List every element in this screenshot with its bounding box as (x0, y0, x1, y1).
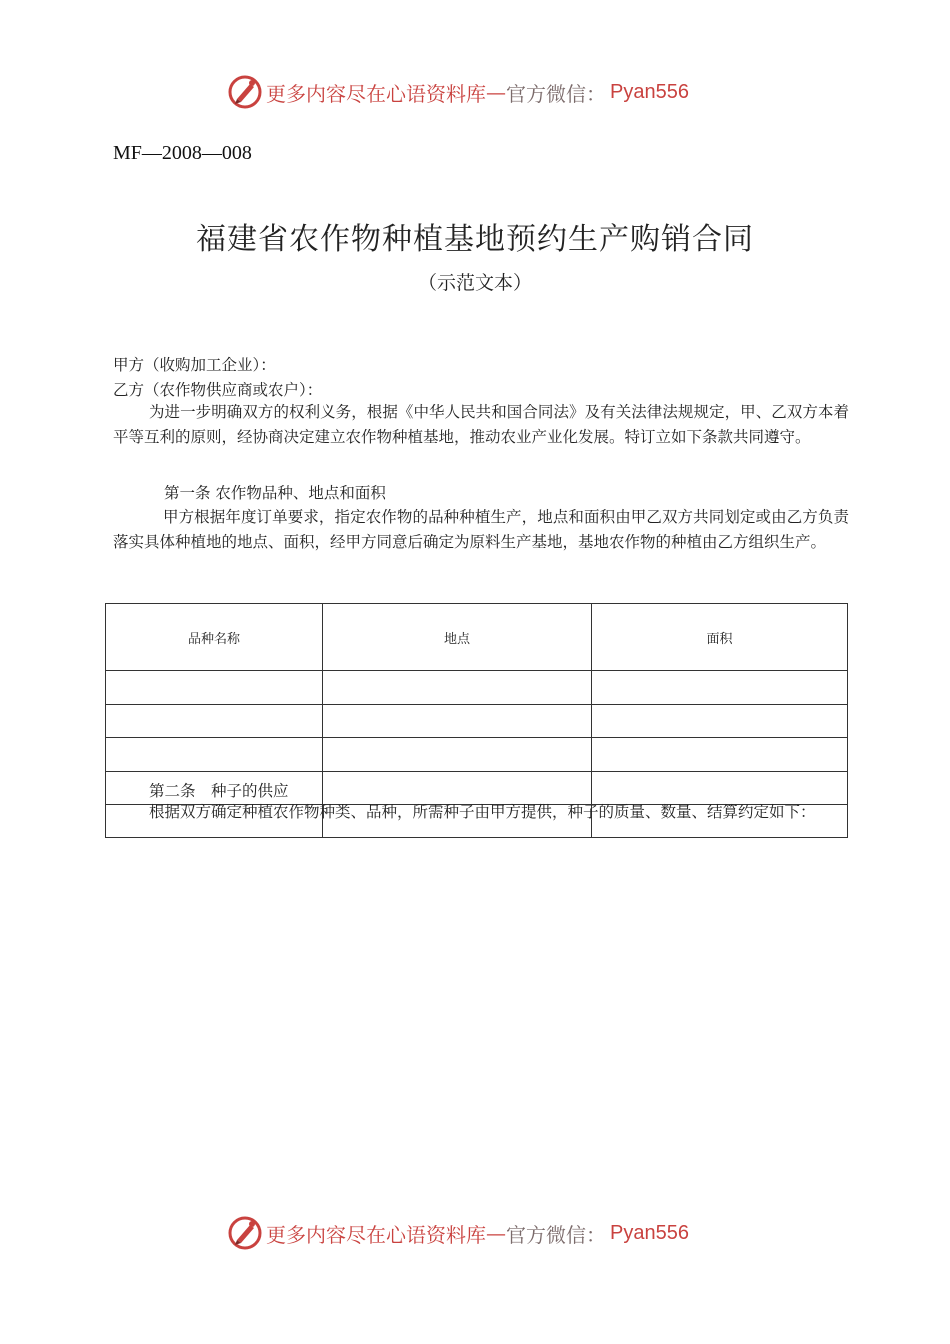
watermark-dash: — (486, 1221, 506, 1245)
party-b-line: 乙方（农作物供应商或农户）： (113, 381, 323, 399)
watermark-banner-bottom (228, 1215, 748, 1251)
table-cell[interactable] (323, 705, 592, 738)
watermark-banner-top (228, 74, 748, 110)
party-a-line: 甲方（收购加工企业）： (113, 356, 276, 374)
document-subtitle: （示范文本） (417, 272, 532, 294)
article-2-body: 根据双方确定种植农作物种类、品种，所需种子由甲方提供，种子的质量、数量、结算约定如下： (149, 803, 816, 821)
watermark-dash: — (486, 80, 506, 104)
document-code: MF—2008—008 (113, 142, 252, 164)
table-cell[interactable] (106, 738, 323, 772)
table-row (106, 738, 848, 772)
watermark-wechat-id: Pyan556 (610, 1221, 689, 1244)
table-cell[interactable] (592, 705, 848, 738)
article-1-body: 甲方根据年度订单要求，指定农作物的品种种植生产，地点和面积由甲乙双方共同划定或由乙方负责落实具体种植地的地点、面积，经甲方同意后确定为原料生产基地，基地农作物的种植由乙方组织生产。 (113, 508, 849, 551)
watermark-slogan: 更多内容尽在心语资料库 (266, 81, 486, 106)
watermark-wechat-id: Pyan556 (610, 80, 689, 103)
header-variety: 品种名称 (106, 604, 323, 671)
watermark-slogan: 更多内容尽在心语资料库 (266, 1222, 486, 1247)
watermark-wechat-label: 官方微信： (506, 1222, 606, 1247)
header-area: 面积 (592, 604, 848, 671)
watermark-wechat-label: 官方微信： (506, 81, 606, 106)
pen-logo-icon (228, 75, 262, 109)
table-cell[interactable] (106, 705, 323, 738)
document-title: 福建省农作物种植基地预约生产购销合同 (196, 222, 754, 257)
table-row (106, 671, 848, 705)
article-2-heading: 第二条 种子的供应 (149, 782, 289, 800)
intro-paragraph: 为进一步明确双方的权利义务，根据《中华人民共和国合同法》及有关法律法规规定，甲、乙双方本着平等互利的原则，经协商决定建立农作物种植基地，推动农业产业化发展。特订立如下条款共同遵守。 (113, 403, 849, 446)
table-header-row (106, 604, 848, 671)
article-1-heading: 第一条 农作物品种、地点和面积 (164, 484, 386, 502)
table-cell[interactable] (106, 671, 323, 705)
table-cell[interactable] (323, 671, 592, 705)
table-cell[interactable] (323, 738, 592, 772)
table-cell[interactable] (592, 671, 848, 705)
header-location: 地点 (323, 604, 592, 671)
table-cell[interactable] (592, 738, 848, 772)
table-row (106, 705, 848, 738)
pen-logo-icon (228, 1216, 262, 1250)
